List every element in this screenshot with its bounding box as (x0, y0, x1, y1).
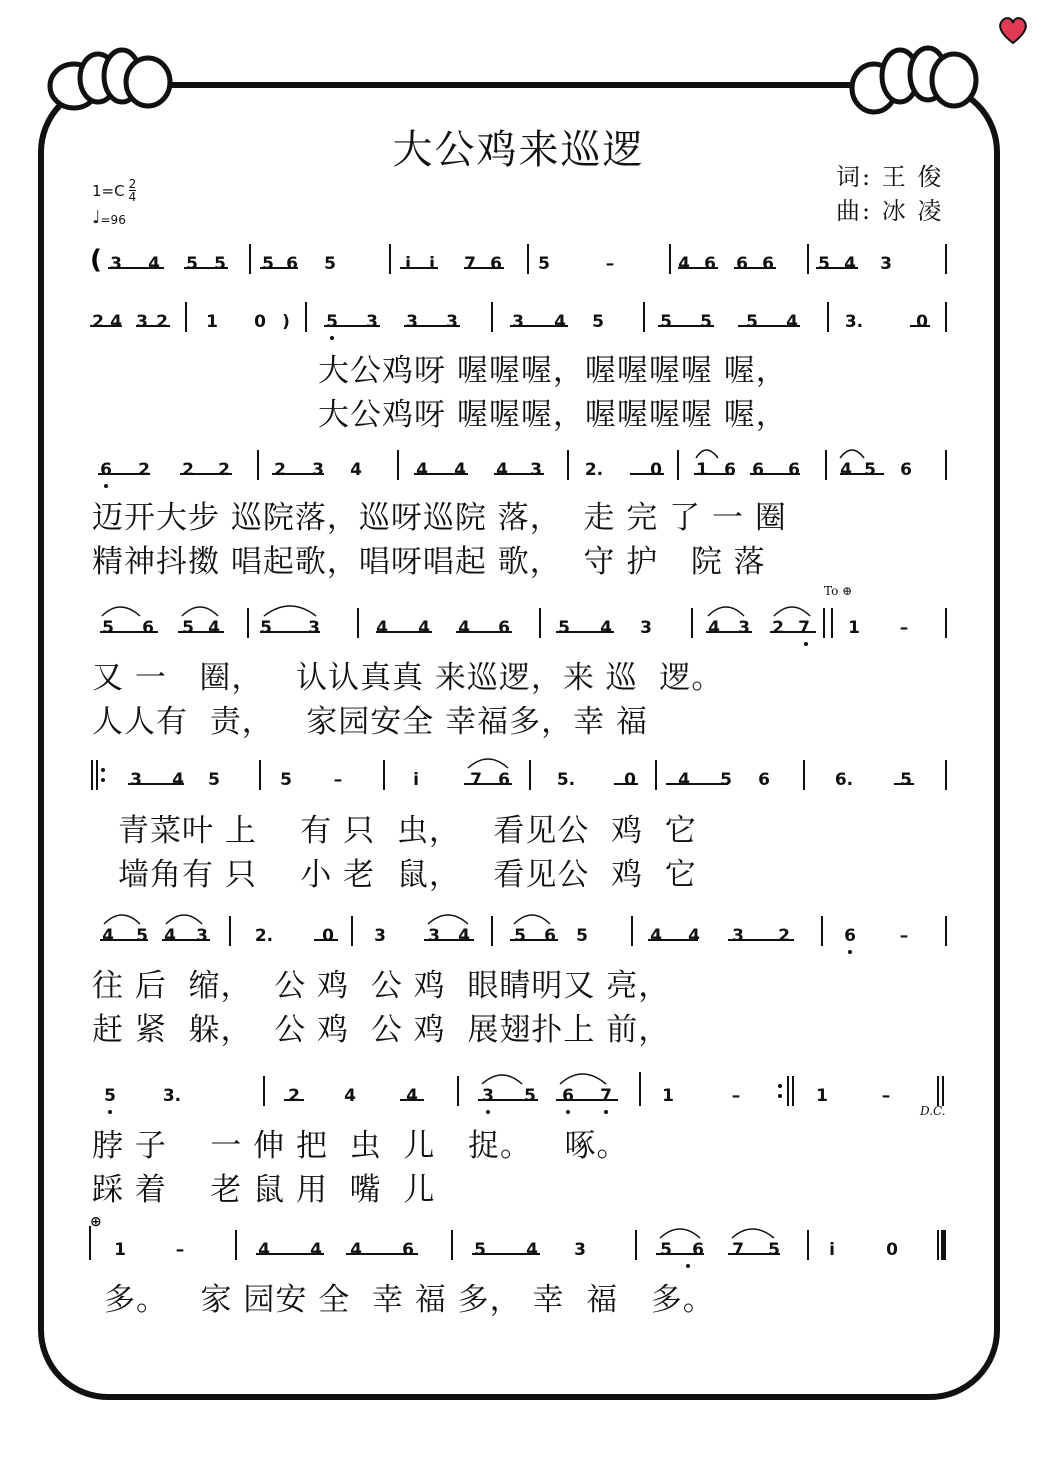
quarter-note-icon: ♩ (92, 207, 101, 228)
note: 0 (624, 770, 636, 790)
note: 5 (746, 312, 758, 332)
note: 5 (260, 618, 272, 638)
note: 0 (322, 926, 334, 946)
note: 3 (446, 312, 458, 332)
lyric-line: 人人有 责， 家园安全 幸福多，幸 福 (92, 704, 648, 740)
note: – (899, 618, 909, 638)
note: 6 (100, 460, 112, 480)
note: 3. (162, 1086, 182, 1106)
note: 4 (554, 312, 566, 332)
note: 5 (208, 770, 220, 790)
note: 6 (544, 926, 556, 946)
notation-line-6 (88, 912, 954, 962)
note: 5 (182, 618, 194, 638)
note: 3 (732, 926, 744, 946)
note: 4 (110, 312, 122, 332)
note: 0 (886, 1240, 898, 1260)
note: 4 (418, 618, 430, 638)
note: 1 (206, 312, 218, 332)
note: 6 (402, 1240, 414, 1260)
note: 2 (218, 460, 230, 480)
note: i (413, 770, 419, 790)
lyric-line: 大公鸡呀 喔喔喔，喔喔喔喔 喔， (318, 353, 788, 389)
coda-icon: ⊕ (90, 1214, 102, 1230)
note: 4 (600, 618, 612, 638)
notation-line-7 (88, 1072, 954, 1122)
note: 3 (312, 460, 324, 480)
note: 3 (574, 1240, 586, 1260)
note: 6 (844, 926, 856, 946)
note: 6 (736, 254, 748, 274)
time-signature-bottom: 4 (128, 190, 137, 204)
credits (836, 160, 943, 228)
note: 2 (92, 312, 104, 332)
note: 2 (772, 618, 784, 638)
note: 2. (584, 460, 604, 480)
note: 5 (720, 770, 732, 790)
note: 5 (104, 1086, 116, 1106)
note: 4 (350, 1240, 362, 1260)
note: – (731, 1086, 741, 1106)
note: 3 (406, 312, 418, 332)
note: 1 (816, 1086, 828, 1106)
note: 3 (530, 460, 542, 480)
note: 6 (752, 460, 764, 480)
note: 4 (678, 770, 690, 790)
note: 4 (454, 460, 466, 480)
note: 3 (374, 926, 386, 946)
note: 2 (182, 460, 194, 480)
note: 5 (538, 254, 550, 274)
note: 4 (708, 618, 720, 638)
note: 3 (738, 618, 750, 638)
note: 7 (600, 1086, 612, 1106)
note: 5 (324, 254, 336, 274)
note: 4 (526, 1240, 538, 1260)
note: 4 (172, 770, 184, 790)
note: 6 (788, 460, 800, 480)
coda-icon: ⊕ (842, 584, 853, 598)
lyric-line: 往 后 缩， 公 鸡 公 鸡 眼睛明又 亮， (92, 968, 671, 1004)
note: 5. (556, 770, 576, 790)
note: 4 (376, 618, 388, 638)
to-coda-label: To (824, 584, 839, 598)
note: 4 (844, 254, 856, 274)
note: 0 (650, 460, 662, 480)
note: 7 (798, 618, 810, 638)
note: 4 (458, 926, 470, 946)
note: 3 (366, 312, 378, 332)
note: i (829, 1240, 835, 1260)
note: i (429, 254, 435, 274)
key-tempo-block (92, 178, 136, 227)
notation-line-3 (88, 446, 954, 496)
note: – (605, 254, 615, 274)
note: 3 (880, 254, 892, 274)
note: 5 (326, 312, 338, 332)
note: 5 (768, 1240, 780, 1260)
note: 4 (344, 1086, 356, 1106)
note: 5 (102, 618, 114, 638)
note: 4 (102, 926, 114, 946)
note: 5 (514, 926, 526, 946)
composer: 曲: 冰 凌 (836, 197, 944, 225)
left-hand-decoration (40, 36, 180, 116)
note: 6 (286, 254, 298, 274)
lyric-line: 精神抖擞 唱起歌，唱呀唱起 歌， 守 护 院 落 (92, 544, 766, 580)
note: 3. (844, 312, 864, 332)
note: 1 (696, 460, 708, 480)
note: 6. (834, 770, 854, 790)
note: 5 (700, 312, 712, 332)
note: 3 (482, 1086, 494, 1106)
notation-line-8 (88, 1214, 954, 1276)
note: 3 (136, 312, 148, 332)
note: 4 (258, 1240, 270, 1260)
note: 4 (678, 254, 690, 274)
note: 3 (512, 312, 524, 332)
tempo: =96 (100, 213, 126, 227)
note: 6 (758, 770, 770, 790)
note: 2 (288, 1086, 300, 1106)
lyric-line: 又 一 圈， 认认真真 来巡逻，来 巡 逻。 (92, 660, 724, 696)
notation-line-1 (88, 240, 954, 290)
note: 4 (496, 460, 508, 480)
note: 5 (592, 312, 604, 332)
note: – (899, 926, 909, 946)
lyric-line: 赶 紧 躲， 公 鸡 公 鸡 展翅扑上 前， (92, 1012, 671, 1048)
note: 6 (490, 254, 502, 274)
heart-icon (996, 14, 1030, 46)
note: 4 (350, 460, 362, 480)
note: 2. (254, 926, 274, 946)
note: 6 (724, 460, 736, 480)
note: 4 (458, 618, 470, 638)
dc-mark: D.C. (920, 1104, 946, 1118)
note: 3 (640, 618, 652, 638)
note: – (881, 1086, 891, 1106)
note: 6 (498, 770, 510, 790)
lyric-line: 大公鸡呀 喔喔喔，喔喔喔喔 喔， (318, 397, 788, 433)
note: 7 (464, 254, 476, 274)
lyric-line: 迈开大步 巡院落，巡呀巡院 落， 走 完 了 一 圈 (92, 500, 787, 536)
note: 2 (138, 460, 150, 480)
note: 6 (900, 460, 912, 480)
note: 4 (786, 312, 798, 332)
note: 2 (778, 926, 790, 946)
note: 1 (114, 1240, 126, 1260)
note: 5 (576, 926, 588, 946)
note: 5 (214, 254, 226, 274)
note: 4 (840, 460, 852, 480)
note: 3 (196, 926, 208, 946)
note: 5 (186, 254, 198, 274)
note: 4 (650, 926, 662, 946)
lyric-line: 青菜叶 上 有 只 虫， 看见公 鸡 它 (118, 813, 697, 849)
note: 6 (562, 1086, 574, 1106)
lyric-line: 墙角有 只 小 老 鼠， 看见公 鸡 它 (118, 857, 697, 893)
note: 6 (142, 618, 154, 638)
note: 4 (688, 926, 700, 946)
note: 4 (208, 618, 220, 638)
note: 1 (848, 618, 860, 638)
note: ) (282, 312, 290, 332)
note: 5 (474, 1240, 486, 1260)
note: – (333, 770, 343, 790)
note: 2 (274, 460, 286, 480)
note: – (175, 1240, 185, 1260)
note: 2 (156, 312, 168, 332)
note: 1 (662, 1086, 674, 1106)
note: 3 (110, 254, 122, 274)
note: 6 (762, 254, 774, 274)
note: 4 (416, 460, 428, 480)
note: 3 (428, 926, 440, 946)
lyric-line: 脖 子 一 伸 把 虫 儿 捉。 啄。 (92, 1128, 629, 1164)
note: 3 (308, 618, 320, 638)
note: 5 (660, 1240, 672, 1260)
lyricist: 词: 王 俊 (836, 163, 944, 191)
note: 5 (818, 254, 830, 274)
note: 6 (692, 1240, 704, 1260)
note: 6 (498, 618, 510, 638)
note: 4 (164, 926, 176, 946)
note: 5 (558, 618, 570, 638)
note: 7 (732, 1240, 744, 1260)
note: 5 (900, 770, 912, 790)
note: 5 (524, 1086, 536, 1106)
note: 7 (470, 770, 482, 790)
note: 6 (704, 254, 716, 274)
note: 4 (406, 1086, 418, 1106)
note: 5 (280, 770, 292, 790)
time-signature-top: 2 (128, 177, 137, 191)
note: 5 (660, 312, 672, 332)
note: 5 (136, 926, 148, 946)
svg-text:(: ( (90, 245, 102, 275)
right-hand-decoration (838, 36, 998, 120)
key-signature: 1=C (92, 181, 125, 200)
note: 0 (254, 312, 266, 332)
note: 4 (310, 1240, 322, 1260)
notation-line-2 (88, 298, 954, 348)
note: 5 (262, 254, 274, 274)
notation-line-5 (88, 756, 954, 806)
song-title: 大公鸡来巡逻 (392, 127, 645, 173)
note: 5 (864, 460, 876, 480)
to-coda-mark (824, 584, 852, 598)
note: 0 (916, 312, 928, 332)
note: 3 (130, 770, 142, 790)
notation-line-4 (88, 604, 954, 654)
lyric-line: 多。 家 园安 全 幸 福 多， 幸 福 多。 (104, 1282, 715, 1318)
lyric-line: 踩 着 老 鼠 用 嘴 儿 (92, 1172, 436, 1208)
note: 4 (148, 254, 160, 274)
note: i (405, 254, 411, 274)
